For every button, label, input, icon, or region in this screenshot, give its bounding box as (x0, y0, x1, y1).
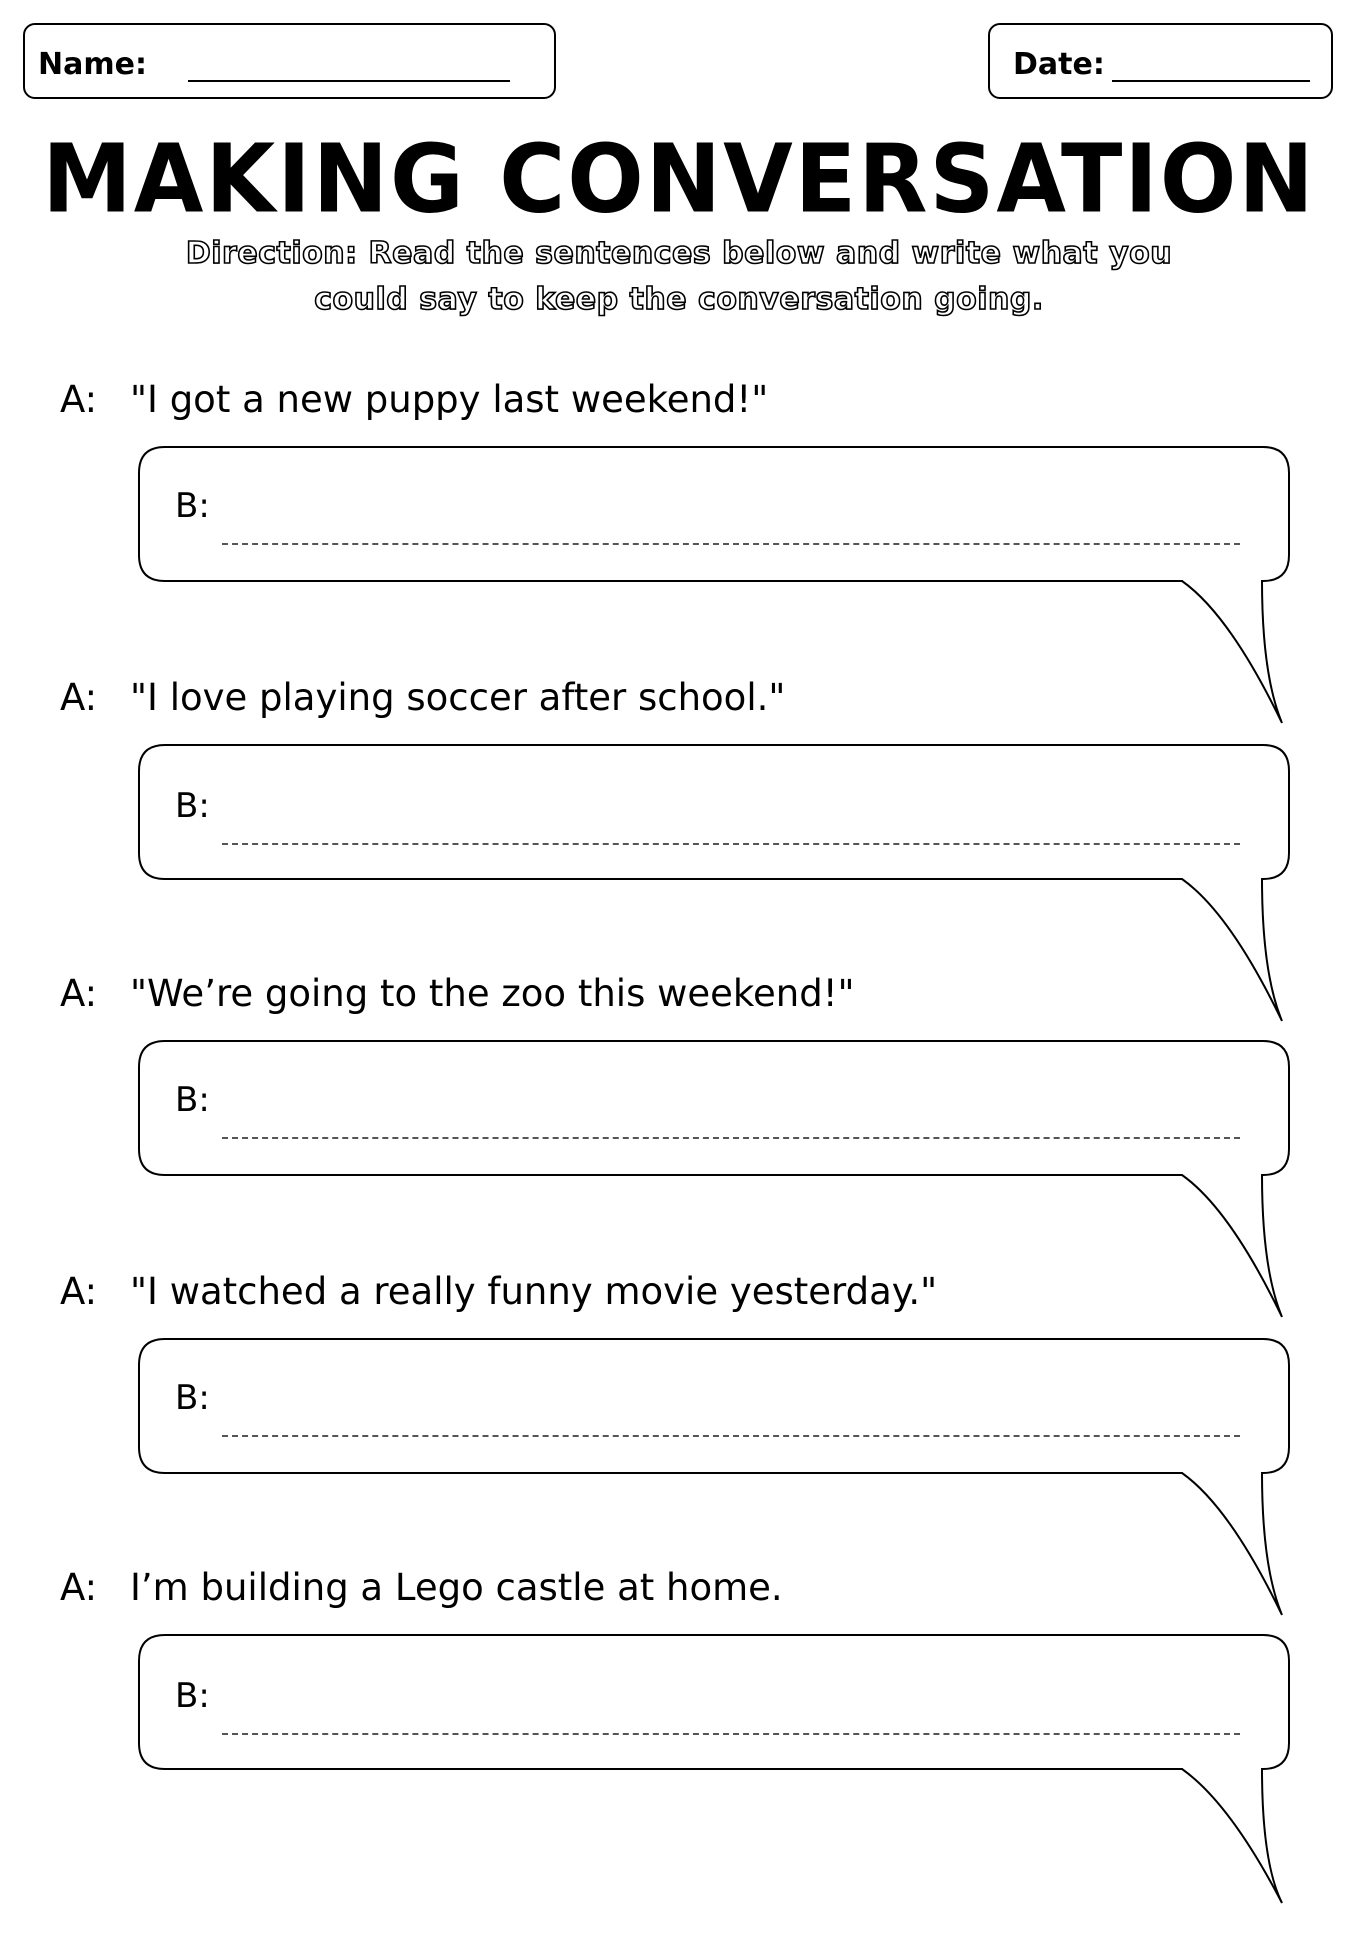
speaker-a-label: A: (60, 1566, 98, 1609)
name-input-line[interactable] (188, 80, 510, 82)
speaker-a-label: A: (60, 1270, 98, 1313)
speaker-a-label: A: (60, 676, 98, 719)
speaker-b-label: B: (175, 1378, 210, 1418)
answer-line-1[interactable] (222, 543, 1240, 545)
prompt-text-1: "I got a new puppy last weekend!" (130, 378, 769, 421)
prompt-text-2: "I love playing soccer after school." (130, 676, 786, 719)
date-label: Date: (1013, 47, 1105, 82)
speaker-b-label: B: (175, 1080, 210, 1120)
speaker-b-label: B: (175, 486, 210, 526)
speaker-a-label: A: (60, 378, 98, 421)
answer-line-5[interactable] (222, 1733, 1240, 1735)
speaker-a-label: A: (60, 972, 98, 1015)
speaker-b-label: B: (175, 786, 210, 826)
prompt-text-4: "I watched a really funny movie yesterday." (130, 1270, 938, 1313)
direction-line-1: Direction: Read the sentences below and write what you (185, 236, 1173, 271)
speaker-b-label: B: (175, 1676, 210, 1716)
prompt-text-5: I’m building a Lego castle at home. (130, 1566, 783, 1609)
prompt-text-3: "We’re going to the zoo this weekend!" (130, 972, 855, 1015)
page-title: MAKING CONVERSATION (42, 124, 1316, 235)
answer-line-4[interactable] (222, 1435, 1240, 1437)
date-input-line[interactable] (1112, 80, 1310, 82)
answer-line-3[interactable] (222, 1137, 1240, 1139)
answer-line-2[interactable] (222, 843, 1240, 845)
direction-line-2: could say to keep the conversation going. (314, 282, 1044, 317)
name-label: Name: (38, 47, 147, 82)
